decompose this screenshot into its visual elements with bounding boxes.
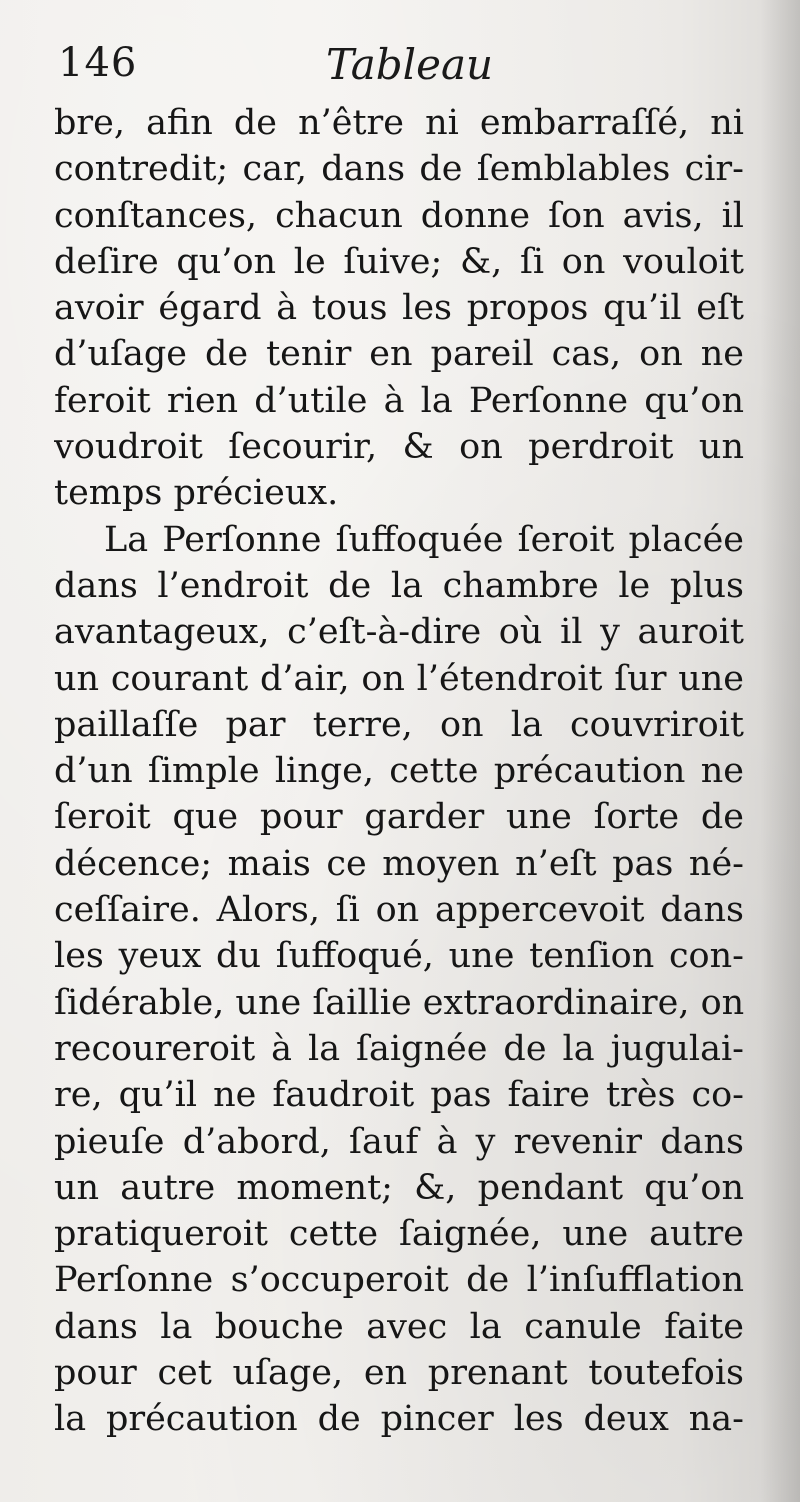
text-line: dans la bouche avec la canule faite <box>54 1306 744 1347</box>
text-line: avoir égard à tous les propos qu’il eſt <box>54 288 744 329</box>
text-line: les yeux du ſuffoqué, une tenſion con- <box>54 936 744 977</box>
paragraph-2 <box>54 517 744 1443</box>
page-number: 146 <box>58 40 138 86</box>
text-line: pratiqueroit cette ſaignée, une autre <box>54 1214 744 1255</box>
text-line: paillaſſe par terre, on la couvriroit <box>54 704 744 745</box>
text-line: la précaution de pincer les deux na- <box>54 1399 744 1440</box>
text-line: bre, afin de n’être ni embarraſſé, ni <box>54 103 744 143</box>
text-line: un courant d’air, on l’étendroit ſur une <box>54 658 744 699</box>
text-line: d’uſage de tenir en pareil cas, on ne <box>54 334 744 375</box>
page-header <box>58 40 738 100</box>
text-line: pour cet uſage, en prenant toutefois <box>54 1353 744 1394</box>
text-line: La Perſonne ſuffoquée ſeroit placée <box>104 519 744 560</box>
text-line: feroit rien d’utile à la Perſonne qu’on <box>54 380 744 421</box>
running-title: Tableau <box>326 40 494 89</box>
text-line: recoureroit à la ſaignée de la jugulai- <box>54 1028 744 1069</box>
text-line: d’un ſimple linge, cette précaution ne <box>54 751 744 792</box>
text-line: pieuſe d’abord, ſauf à y revenir dans <box>54 1121 744 1162</box>
text-line: voudroit ſecourir, & on perdroit un <box>54 427 744 468</box>
text-line: temps précieux. <box>54 473 339 514</box>
paragraph-1 <box>54 100 744 517</box>
text-line: un autre moment; &, pendant qu’on <box>54 1167 744 1208</box>
text-line: dans l’endroit de la chambre le plus <box>54 565 744 606</box>
text-line: ceſſaire. Alors, ſi on appercevoit dans <box>54 890 744 931</box>
text-line: contredit; car, dans de ſemblables cir- <box>54 149 744 190</box>
text-line: Perſonne s’occuperoit de l’inſufflation <box>54 1260 744 1301</box>
text-line: ſidérable, une ſaillie extraordinaire, on <box>54 982 744 1023</box>
text-line: ſeroit que pour garder une ſorte de <box>54 797 744 838</box>
spine-shadow <box>760 0 800 1502</box>
text-line: décence; mais ce moyen n’eſt pas né- <box>54 843 744 884</box>
text-line: re, qu’il ne faudroit pas faire très co- <box>54 1075 744 1116</box>
text-line: deſire qu’on le ſuive; &, ſi on vouloit <box>54 241 744 282</box>
text-line: conſtances, chacun donne ſon avis, il <box>54 195 744 236</box>
text-line: avantageux, c’eſt-à-dire où il y auroit <box>54 612 744 653</box>
body-text <box>54 100 744 1443</box>
